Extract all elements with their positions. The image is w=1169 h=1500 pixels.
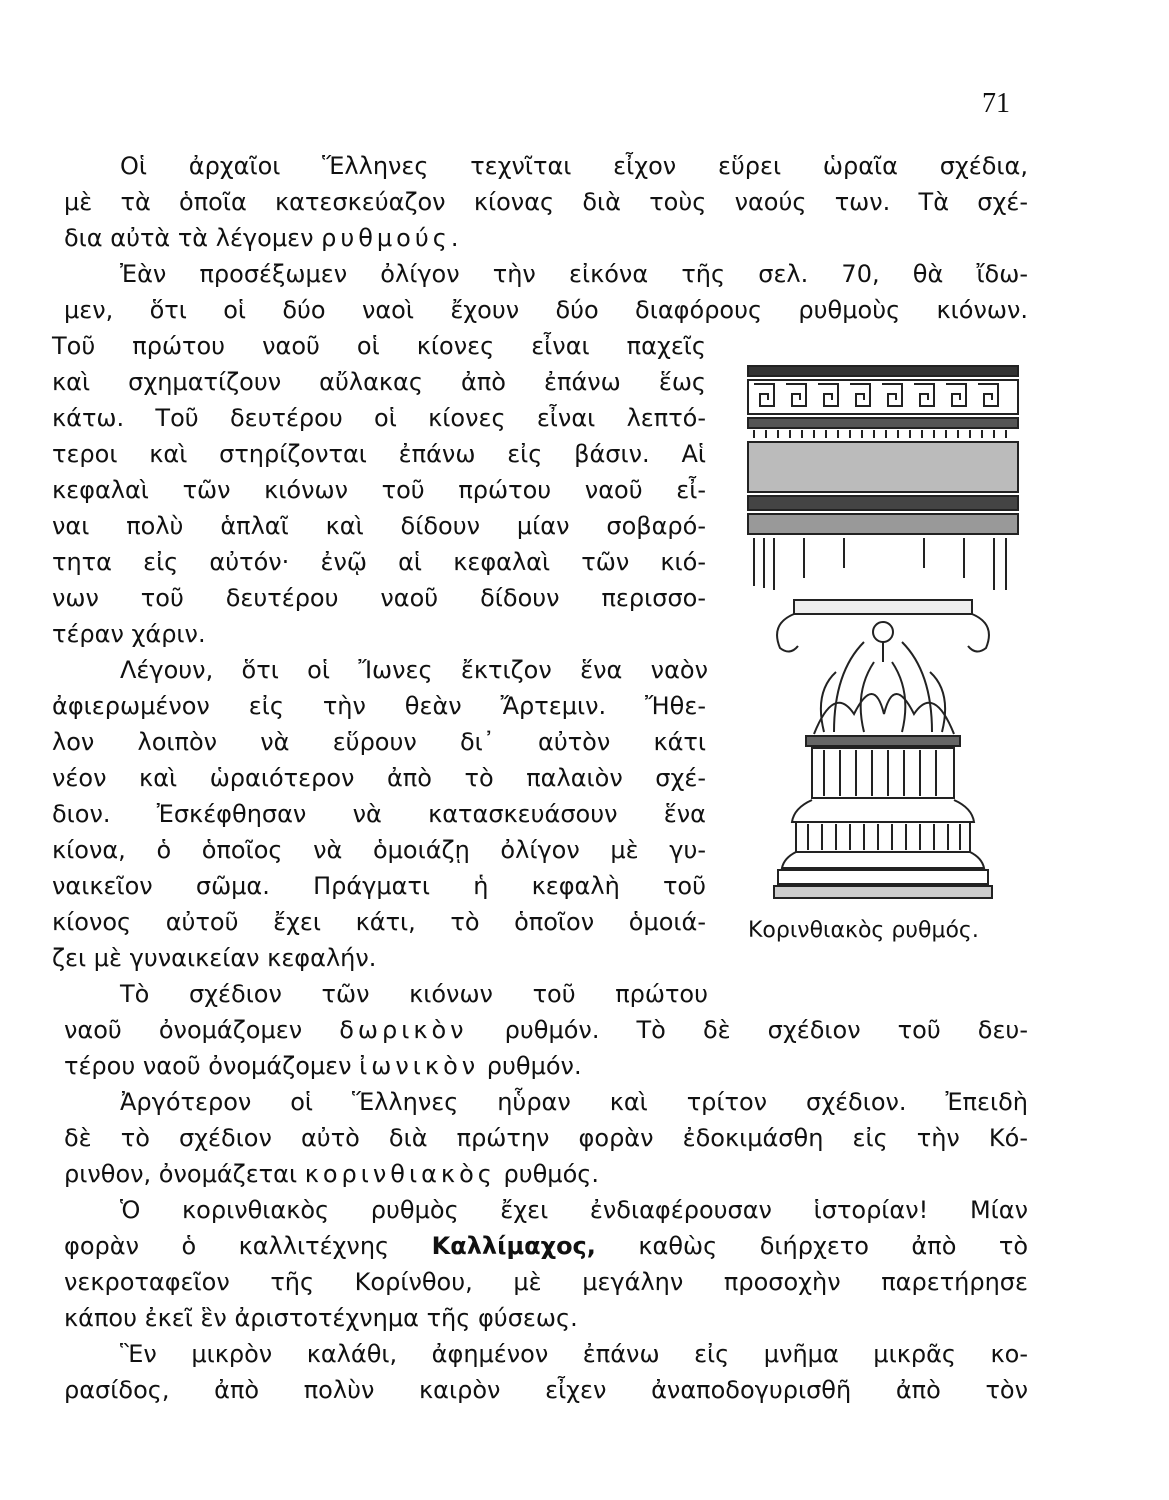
text-line: λον λοιπὸν νὰ εὕρουν δι᾽ αὐτὸν κάτι [52,728,706,756]
text-line [64,1230,1028,1262]
text-line: καὶ σχηματίζουν αὔλακας ἀπὸ ἐπάνω ἕως [52,368,706,396]
text-line: ναι πολὺ ἁπλαῖ καὶ δίδουν μίαν σοβαρό- [52,512,706,540]
text-run: καθὼς διήρχετο ἀπὸ τὸ [638,1232,1029,1260]
text-line: μεν, ὅτι οἱ δύο ναοὶ ἔχουν δύο διαφόρους ρυθμοὺς κιόνων. [64,296,1028,324]
text-line: Οἱ ἀρχαῖοι Ἕλληνες τεχνῖται εἶχον εὕρει ὡραῖα σχέδια, [120,152,1028,180]
text-line: Ἓν μικρὸν καλάθι, ἀφημένον ἐπάνω εἰς μνῆμα μικρᾶς κο- [120,1340,1028,1368]
text-line: νεκροταφεῖον τῆς Κορίνθου, μὲ μεγάλην προσοχὴν παρετήρησε [64,1268,1028,1296]
corinthian-column-illustration [744,362,1024,912]
text-line: κίονα, ὁ ὁποῖος νὰ ὁμοιάζῃ ὀλίγον μὲ γυ- [52,836,706,864]
text-line: Τὸ σχέδιον τῶν κιόνων τοῦ πρώτου [120,980,708,1008]
text-line: διον. Ἐσκέφθησαν νὰ κατασκευάσουν ἕνα [52,800,706,828]
text-line: νων τοῦ δευτέρου ναοῦ δίδουν περισσο- [52,584,706,612]
text-line [64,1158,599,1190]
text-line [64,1050,582,1082]
text-line: Ὁ κορινθιακὸς ρυθμὸς ἔχει ἐνδιαφέρουσαν ἱστορίαν! Μίαν [120,1196,1028,1224]
text-line: Τοῦ πρώτου ναοῦ οἱ κίονες εἶναι παχεῖς [52,332,706,360]
spaced-term: δωρικὸν [339,1016,468,1044]
text-line: τητα εἰς αὐτόν· ἐνῷ αἱ κεφαλαὶ τῶν κιό- [52,548,706,576]
text-run: δια αὐτὰ τὰ λέγομεν [64,224,314,252]
figure-caption: Κορινθιακὸς ρυθμός. [748,918,979,943]
text-line [64,1014,1028,1046]
text-line: Ἀργότερον οἱ Ἕλληνες ηὗραν καὶ τρίτον σχέδιον. Ἐπειδὴ [120,1088,1028,1116]
page-number: 71 [982,88,1010,119]
text-line: τεροι καὶ στηρίζονται ἐπάνω εἰς βάσιν. Αἱ [52,440,706,468]
text-line: τέραν χάριν. [52,620,206,648]
text-line: κίονος αὐτοῦ ἔχει κάτι, τὸ ὁποῖον ὁμοιά- [52,908,706,936]
text-line: ρασίδος, ἀπὸ πολὺν καιρὸν εἶχεν ἀναποδογυρισθῆ ἀπὸ τὸν [64,1376,1028,1404]
text-line: κάπου ἐκεῖ ἓν ἀριστοτέχνημα τῆς φύσεως. [64,1304,578,1332]
bold-name: Καλλίμαχος, [431,1232,596,1260]
text-line: μὲ τὰ ὁποῖα κατεσκεύαζον κίονας διὰ τοὺς ναούς των. Τὰ σχέ- [64,188,1028,216]
spaced-term: κορινθιακὸς [304,1160,496,1188]
text-line: κάτω. Τοῦ δευτέρου οἱ κίονες εἶναι λεπτό- [52,404,706,432]
text-line: νέον καὶ ὡραιότερον ἀπὸ τὸ παλαιὸν σχέ- [52,764,706,792]
text-line: Ἐὰν προσέξωμεν ὀλίγον τὴν εἰκόνα τῆς σελ. 70, θὰ ἴδω- [120,260,1028,288]
text-run: ρυθμός. [503,1160,599,1188]
text-line: ναικεῖον σῶμα. Πράγματι ἡ κεφαλὴ τοῦ [52,872,706,900]
text-line [64,222,462,254]
text-line: ἀφιερωμένον εἰς τὴν θεὰν Ἄρτεμιν. Ἤθε- [52,692,706,720]
text-run: τέρου ναοῦ ὀνομάζομεν [64,1052,352,1080]
text-run: ρινθον, ὀνομάζεται [64,1160,298,1188]
text-run: ρυθμόν. Τὸ δὲ σχέδιον τοῦ δευ- [504,1016,1028,1044]
text-run: ναοῦ ὀνομάζομεν [64,1016,303,1044]
spaced-term: ρυθμούς. [321,224,463,252]
spaced-term: ἰωνικὸν [359,1052,480,1080]
text-run: φορὰν ὁ καλλιτέχνης [64,1232,390,1260]
text-line: ζει μὲ γυναικείαν κεφαλήν. [52,944,377,972]
text-line: Λέγουν, ὅτι οἱ Ἴωνες ἔκτιζον ἕνα ναὸν [120,656,708,684]
text-run: ρυθμόν. [486,1052,582,1080]
text-line: δὲ τὸ σχέδιον αὐτὸ διὰ πρώτην φορὰν ἐδοκιμάσθη εἰς τὴν Κό- [64,1124,1028,1152]
text-line: κεφαλαὶ τῶν κιόνων τοῦ πρώτου ναοῦ εἶ- [52,476,706,504]
